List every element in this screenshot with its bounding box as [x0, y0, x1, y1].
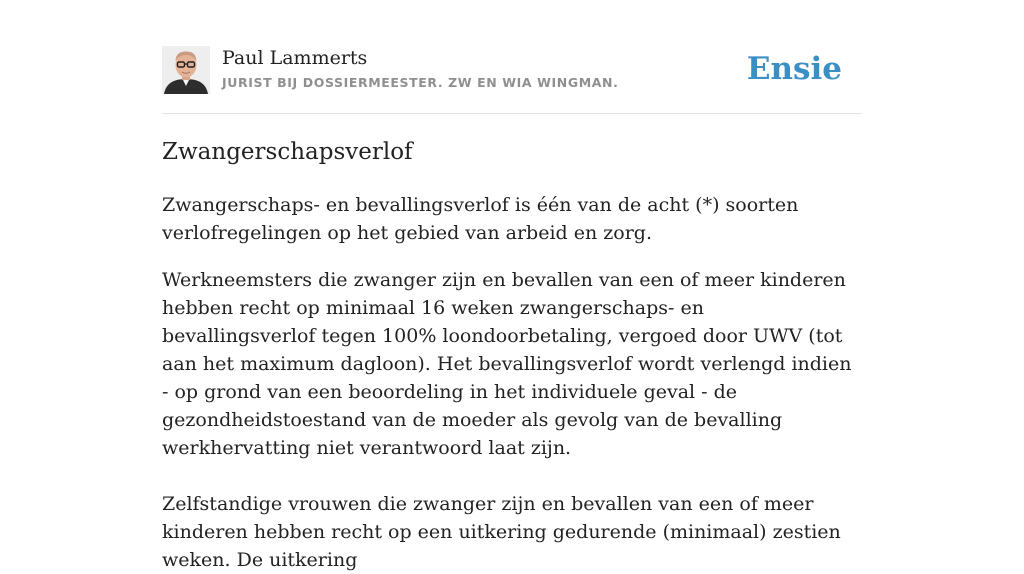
article-paragraph-2: Werkneemsters die zwanger zijn en bevallen van een of meer kinderen hebben recht op minimaal 16 weken zwangerschaps- en bevallingsverlof tegen 100% loondoorbetaling, vergoed door UWV (tot aan het maximum dagloon). Het bevallingsverlof wordt verlengd indien - op grond van een beoordeling in het individuele geval - de gezondheidstoestand van de moeder als gevolg van de bevalling werkhervatting niet verantwoord laat zijn. — [162, 269, 852, 459]
article-paragraph-1: Zwangerschaps- en bevallingsverlof is één van de acht (*) soorten verlofregelingen op het gebied van arbeid en zorg. — [162, 194, 799, 244]
ensie-logo-link[interactable]: Ensie — [746, 51, 842, 87]
author-portrait-icon — [162, 46, 210, 94]
article-content — [162, 136, 862, 574]
author-name[interactable]: Paul Lammerts — [222, 47, 368, 69]
author-bio: JURIST BIJ DOSSIERMEESTER. ZW EN WIA WINGMAN. — [222, 75, 619, 90]
author-header — [162, 40, 862, 114]
article-paragraph-3: Zelfstandige vrouwen die zwanger zijn en bevallen van een of meer kinderen hebben recht op een uitkering gedurende (minimaal) zestien weken. De uitkering — [162, 493, 841, 571]
author-info — [222, 46, 618, 90]
author-avatar[interactable] — [162, 46, 210, 94]
article-title: Zwangerschapsverlof — [162, 139, 413, 165]
